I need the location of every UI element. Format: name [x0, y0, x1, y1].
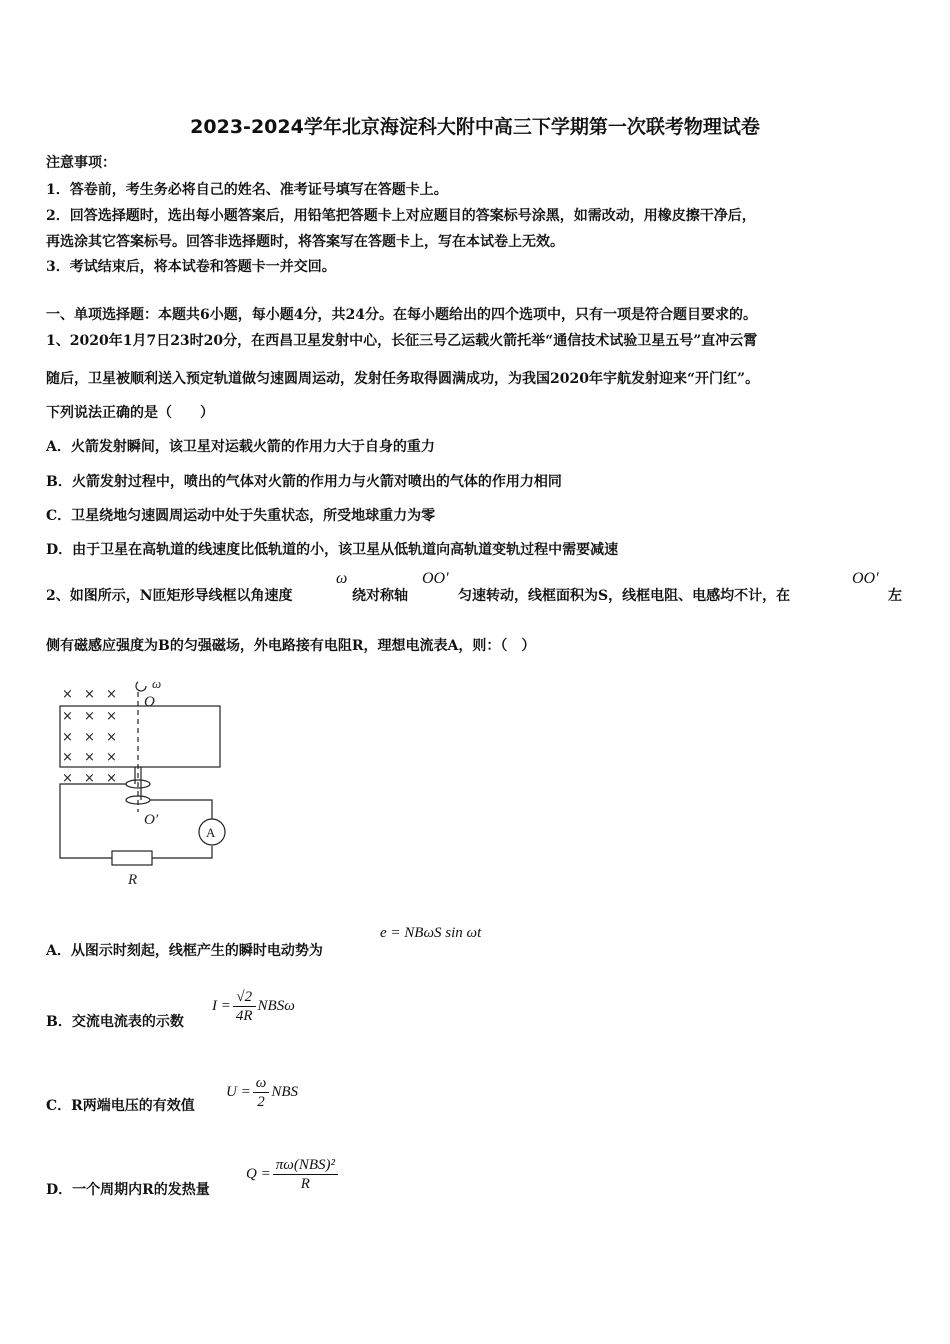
axis-symbol: OO′ [422, 570, 449, 587]
field-cross: × [62, 750, 73, 765]
formula-lhs: U = [226, 1083, 251, 1100]
q1-stem-line1: 1、2020年1月7日23时20分，在西昌卫星发射中心，长征三号乙运载火箭托举“通信技术试验卫星五号”直冲云霄 [46, 333, 758, 349]
q2-stem-line2: 侧有磁感应强度为B的匀强磁场，外电路接有电阻R，理想电流表A，则：（ ） [46, 638, 536, 654]
field-cross: × [62, 730, 73, 745]
formula-numerator: πω(NBS)² [273, 1156, 338, 1175]
formula-b [212, 988, 295, 1025]
q1-option-b: B．火箭发射过程中，喷出的气体对火箭的作用力与火箭对喷出的气体的作用力相同 [46, 474, 562, 490]
field-cross: × [106, 687, 117, 702]
field-cross: × [84, 687, 95, 702]
q1-option-a: A．火箭发射瞬间，该卫星对运载火箭的作用力大于自身的重力 [46, 439, 435, 455]
formula-a: e = NBωS sin ωt [380, 925, 482, 941]
formula-d [246, 1156, 340, 1193]
q2-stem-part1: 2、如图所示，N匝矩形导线框以角速度 [46, 588, 293, 604]
figure-omega: ω [152, 676, 162, 691]
notice-item: 3．考试结束后，将本试卷和答题卡一并交回。 [46, 259, 336, 275]
q1-stem-line2: 随后，卫星被顺利送入预定轨道做匀速圆周运动，发射任务取得圆满成功，为我国2020年宇航发射迎来“开门红”。 [46, 371, 760, 387]
formula-rhs: NBS [271, 1083, 298, 1100]
q1-option-d: D．由于卫星在高轨道的线速度比低轨道的小，该卫星从低轨道向高轨道变轨过程中需要减速 [46, 542, 619, 558]
q1-option-c: C．卫星绕地匀速圆周运动中处于失重状态，所受地球重力为零 [46, 508, 436, 524]
q2-option-d: D．一个周期内R的发热量 [46, 1182, 210, 1198]
formula-rhs: NBSω [257, 997, 295, 1014]
q2-stem-part2: 绕对称轴 [352, 588, 408, 604]
figure-o-bottom: O′ [144, 812, 159, 828]
notice-item: 2．回答选择题时，选出每小题答案后，用铅笔把答题卡上对应题目的答案标号涂黑，如需改动，用橡皮擦干净后， [46, 208, 756, 224]
field-cross: × [62, 709, 73, 724]
field-cross: × [106, 750, 117, 765]
field-cross: × [84, 771, 95, 786]
formula-numerator: √2 [233, 988, 256, 1007]
field-cross: × [62, 771, 73, 786]
field-cross: × [84, 730, 95, 745]
notice-item: 1．答卷前，考生务必将自己的姓名、准考证号填写在答题卡上。 [46, 182, 448, 198]
q2-option-c: C．R两端电压的有效值 [46, 1098, 195, 1114]
figure-ammeter-label: A [206, 825, 216, 840]
field-cross: × [84, 750, 95, 765]
section-heading: 一、单项选择题：本题共6小题，每小题4分，共24分。在每小题给出的四个选项中，只有一项是符合题目要求的。 [46, 307, 757, 323]
figure-resistor-label: R [128, 872, 138, 888]
circuit-wire [152, 846, 212, 858]
axis-symbol: OO′ [852, 570, 879, 587]
formula-numerator: ω [253, 1074, 270, 1093]
resistor-r [112, 851, 152, 865]
notice-heading: 注意事项： [46, 155, 116, 171]
q2-option-a: A．从图示时刻起，线框产生的瞬时电动势为 [46, 943, 323, 959]
q2-stem-part4: 左 [888, 588, 902, 604]
q2-stem-part3: 匀速转动，线框面积为S，线框电阻、电感均不计，在 [458, 588, 791, 604]
formula-lhs: Q = [246, 1165, 271, 1182]
field-cross: × [106, 771, 117, 786]
formula-lhs: I = [212, 997, 231, 1014]
field-cross: × [106, 730, 117, 745]
page-title: 2023-2024学年北京海淀科大附中高三下学期第一次联考物理试卷 [190, 116, 760, 138]
circuit-wire [60, 784, 126, 858]
formula-denominator: 2 [257, 1094, 265, 1110]
figure-o-top: O [144, 694, 155, 710]
rotation-arrow [136, 682, 146, 691]
formula-denominator: R [300, 1176, 310, 1192]
field-cross: × [84, 709, 95, 724]
field-cross: × [106, 709, 117, 724]
formula-c [226, 1074, 298, 1111]
formula-denominator: 4R [235, 1008, 253, 1024]
q2-option-b: B．交流电流表的示数 [46, 1014, 184, 1030]
q1-prompt: 下列说法正确的是（ ） [46, 405, 214, 421]
circuit-figure [40, 672, 240, 892]
circuit-wire [150, 800, 212, 819]
notice-item: 再选涂其它答案标号。回答非选择题时，将答案写在答题卡上，写在本试卷上无效。 [46, 234, 564, 250]
field-cross: × [62, 687, 73, 702]
omega-symbol: ω [336, 570, 348, 587]
